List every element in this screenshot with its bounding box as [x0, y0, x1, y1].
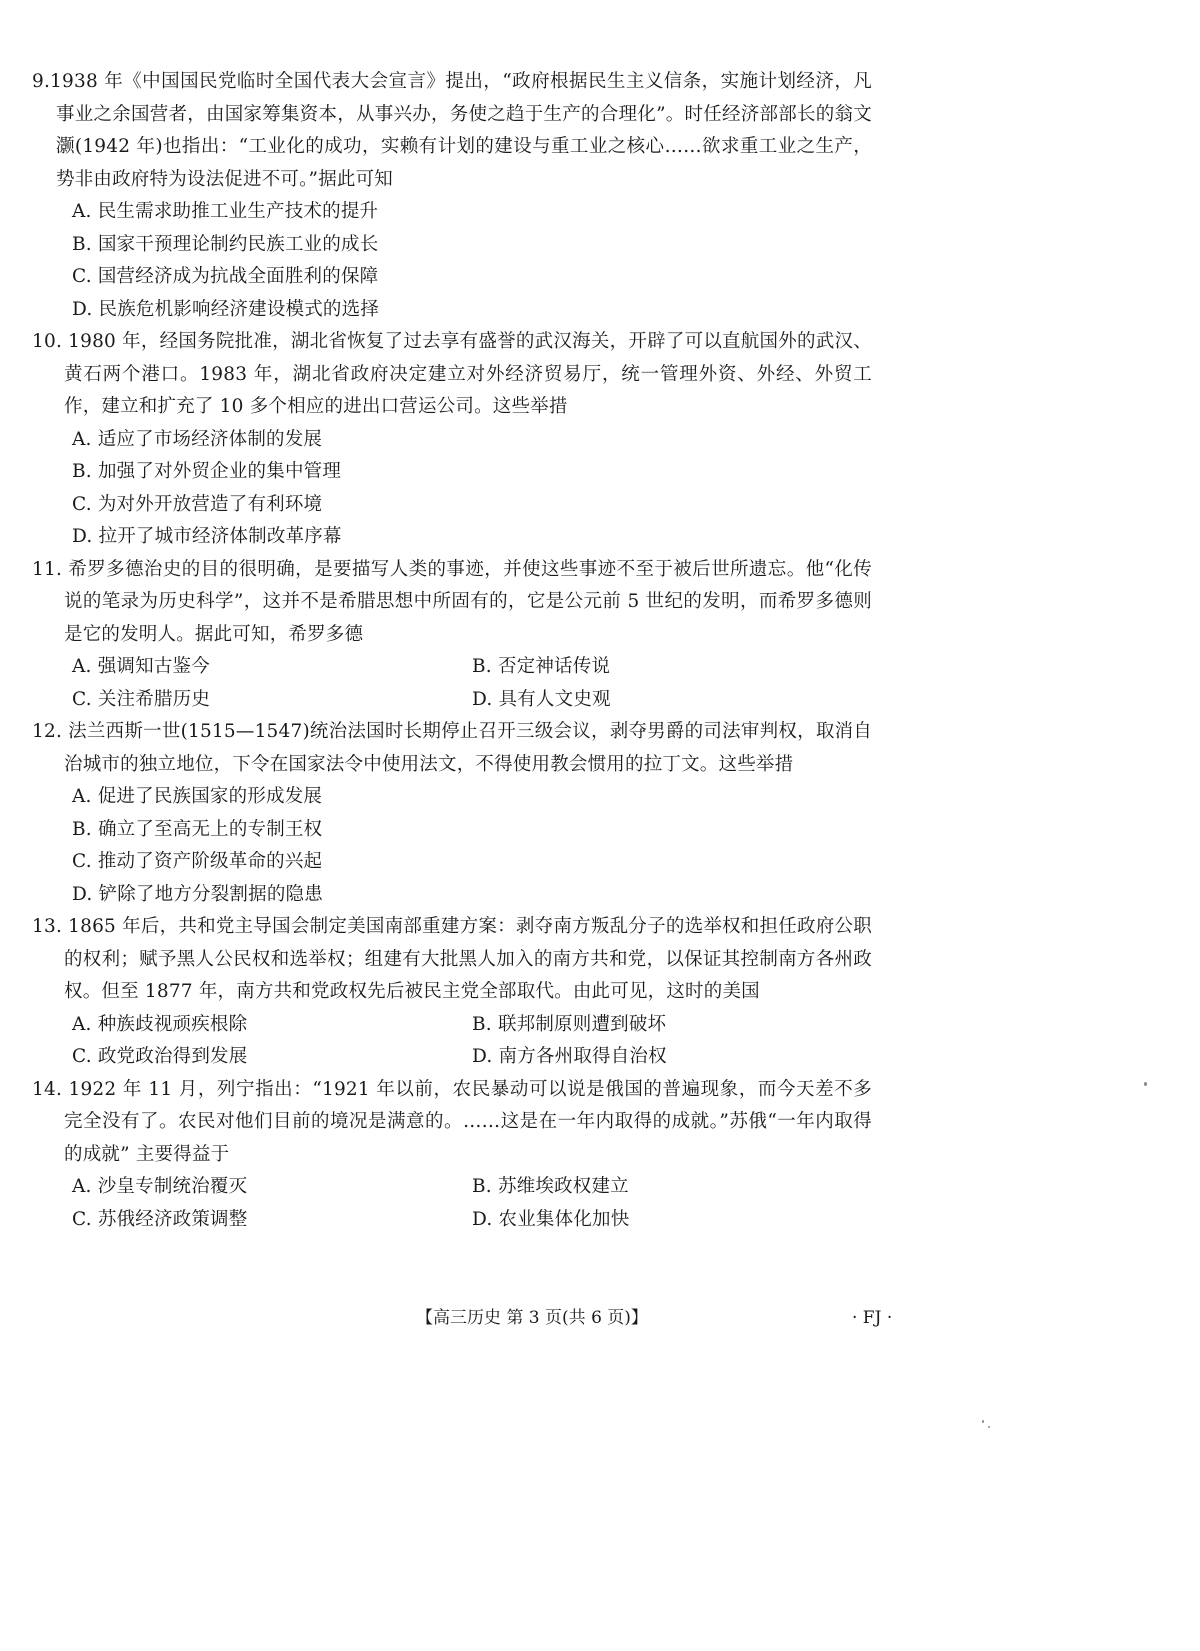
- option-c: C. 政党政治得到发展: [72, 1046, 248, 1067]
- option-d: D. 农业集体化加快: [472, 1208, 630, 1230]
- question-9: [32, 66, 872, 326]
- option-a: A. 沙皇专制统治覆灭: [72, 1176, 248, 1197]
- option-c: C. 关注希腊历史: [72, 688, 211, 710]
- question-stem: 10. 1980 年，经国务院批准，湖北省恢复了过去享有盛誉的武汉海关，开辟了可以直航国外的武汉、黄石两个港口。1983 年，湖北省政府决定建立对外经济贸易厅，统一管理外资、外经、外贸工作，建立和扩充了 10 多个相应的进出口营运公司。这些举措: [32, 331, 872, 417]
- option-a: A. 种族歧视顽疾根除: [72, 1013, 248, 1035]
- option-grid: [32, 1171, 872, 1236]
- question-list: [32, 66, 872, 1236]
- option-b: B. 确立了至高无上的专制王权: [72, 818, 323, 840]
- option-list: [32, 196, 872, 326]
- option-a: A. 促进了民族国家的形成发展: [72, 786, 323, 807]
- option-a: A. 强调知古鉴今: [72, 656, 210, 677]
- option-list: [32, 424, 872, 554]
- question-stem: 9.1938 年《中国国民党临时全国代表大会宣言》提出，“政府根据民生主义信条，实施计划经济，凡事业之余国营者，由国家筹集资本，从事兴办，务使之趋于生产的合理化”。时任经济部部长的翁文灏(1942 年)也指出：“工业化的成功，实赖有计划的建设与重工业之核心……欲求重工业之生产，势非由政府特为设法促进不可。”据此可知: [32, 71, 872, 190]
- question-stem: 12. 法兰西斯一世(1515—1547)统治法国时长期停止召开三级会议，剥夺男爵的司法审判权，取消自治城市的独立地位，下令在国家法令中使用法文，不得使用教会惯用的拉丁文。这些举措: [32, 721, 872, 775]
- option-d: D. 具有人文史观: [472, 688, 611, 710]
- region-code: · FJ ·: [852, 1308, 893, 1328]
- option-c: C. 国营经济成为抗战全面胜利的保障: [72, 266, 379, 287]
- question-stem: 14. 1922 年 11 月，列宁指出：“1921 年以前，农民暴动可以说是俄国的普遍现象，而今天差不多完全没有了。农民对他们目前的境况是满意的。……这是在一年内取得的成就。”苏俄“一年内取得的成就” 主要得益于: [32, 1078, 872, 1165]
- option-a: A. 民生需求助推工业生产技术的提升: [72, 201, 379, 222]
- option-d: D. 拉开了城市经济体制改革序幕: [72, 526, 342, 547]
- question-stem: 11. 希罗多德治史的目的很明确，是要描写人类的事迹，并使这些事迹不至于被后世所遗忘。他“化传说的笔录为历史科学”，这并不是希腊思想中所固有的，它是公元前 5 世纪的发明，而希罗多德则是它的发明人。据此可知，希罗多德: [32, 558, 872, 645]
- option-b: B. 苏维埃政权建立: [472, 1176, 629, 1197]
- question-11: [32, 554, 872, 717]
- scan-speck: [1144, 1082, 1147, 1086]
- option-a: A. 适应了市场经济体制的发展: [72, 428, 323, 450]
- question-13: [32, 911, 872, 1074]
- option-b: B. 联邦制原则遭到破坏: [472, 1013, 667, 1035]
- option-list: [32, 781, 872, 911]
- option-grid: [32, 651, 872, 716]
- page-number-label: 【高三历史 第 3 页(共 6 页)】: [416, 1308, 648, 1328]
- option-c: C. 推动了资产阶级革命的兴起: [72, 851, 323, 872]
- option-b: B. 加强了对外贸企业的集中管理: [72, 461, 342, 482]
- scan-speck: [988, 1426, 990, 1428]
- option-d: D. 民族危机影响经济建设模式的选择: [72, 298, 380, 320]
- scan-speck: [982, 1420, 984, 1423]
- question-12: [32, 716, 872, 911]
- option-d: D. 南方各州取得自治权: [472, 1046, 667, 1067]
- question-14: [32, 1074, 872, 1237]
- option-b: B. 国家干预理论制约民族工业的成长: [72, 233, 379, 255]
- option-d: D. 铲除了地方分裂割据的隐患: [72, 883, 323, 905]
- option-c: C. 为对外开放营造了有利环境: [72, 493, 323, 515]
- question-stem: 13. 1865 年后，共和党主导国会制定美国南部重建方案：剥夺南方叛乱分子的选举权和担任政府公职的权利；赋予黑人公民权和选举权；组建有大批黑人加入的南方共和党，以保证其控制南方各州政权。但至 1877 年，南方共和党政权先后被民主党全部取代。由此可见，这时的美国: [32, 916, 872, 1002]
- option-b: B. 否定神话传说: [472, 656, 611, 677]
- question-10: [32, 326, 872, 554]
- option-grid: [32, 1009, 872, 1074]
- option-c: C. 苏俄经济政策调整: [72, 1208, 248, 1230]
